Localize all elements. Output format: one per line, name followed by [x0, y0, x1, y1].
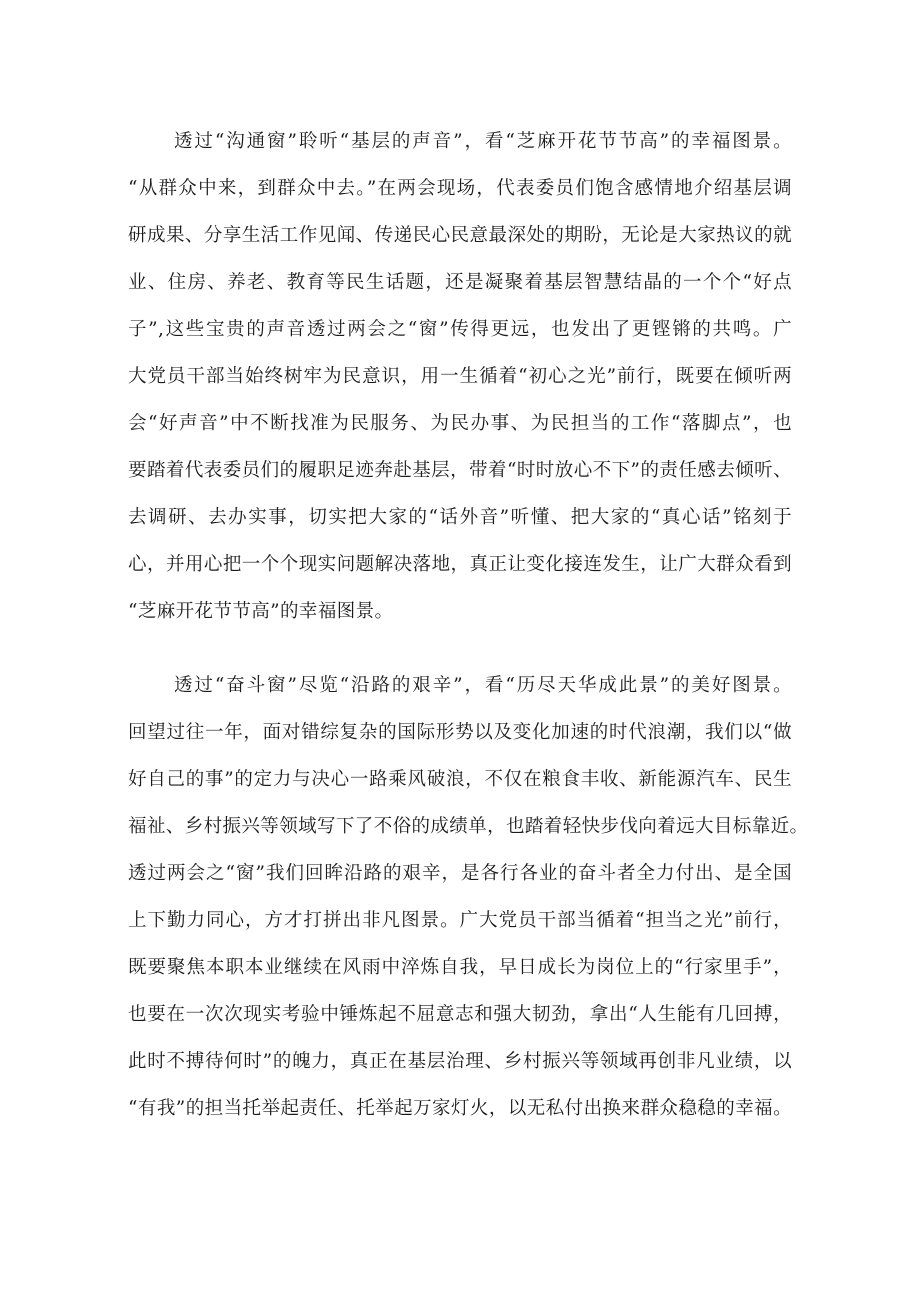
paragraph-communication-window: [128, 118, 792, 635]
paragraph-line: “从群众中来，到群众中去。”在两会现场，代表委员们饱含感情地介绍基层调: [128, 178, 792, 199]
paragraph-line: 既要聚焦本职本业继续在风雨中淬炼自我，早日成长为岗位上的“行家里手”，: [128, 957, 792, 978]
paragraph-line: 透过“奋斗窗”尽览“沿路的艰辛”，看“历尽天华成此景”的美好图景。: [174, 675, 792, 696]
paragraph-line: 子”,这些宝贵的声音透过两会之“窗”传得更远，也发出了更铿锵的共鸣。广: [128, 319, 792, 340]
paragraph-line: 透过“沟通窗”聆听“基层的声音”，看“芝麻开花节节高”的幸福图景。: [174, 131, 792, 152]
paragraph-line: 要踏着代表委员们的履职足迹奔赴基层，带着“时时放心不下”的责任感去倾听、: [128, 460, 792, 481]
paragraph-line: 此时不搏待何时”的魄力，真正在基层治理、乡村振兴等领域再创非凡业绩，以: [128, 1051, 792, 1072]
paragraph-line: 心，并用心把一个个现实问题解决落地，真正让变化接连发生，让广大群众看到: [128, 554, 792, 575]
paragraph-line: 透过两会之“窗”我们回眸沿路的艰辛，是各行各业的奋斗者全力付出、是全国: [128, 863, 792, 884]
paragraph-line: “有我”的担当托举起责任、托举起万家灯火，以无私付出换来群众稳稳的幸福。: [128, 1098, 792, 1119]
paragraph-line: 业、住房、养老、教育等民生话题，还是凝聚着基层智慧结晶的一个个“好点: [128, 272, 792, 293]
paragraph-line: 回望过往一年，面对错综复杂的国际形势以及变化加速的时代浪潮，我们以“做: [128, 722, 792, 743]
paragraph-line: 大党员干部当始终树牢为民意识，用一生循着“初心之光”前行，既要在倾听两: [128, 366, 792, 387]
paragraph-line: 福祉、乡村振兴等领域写下了不俗的成绩单，也踏着轻快步伐向着远大目标靠近。: [128, 816, 809, 837]
paragraph-line: 上下勤力同心，方才打拼出非凡图景。广大党员干部当循着“担当之光”前行，: [128, 910, 792, 931]
paragraph-line: 也要在一次次现实考验中锤炼起不屈意志和强大韧劲，拿出“人生能有几回搏，: [128, 1004, 792, 1025]
paragraph-line: 会“好声音”中不断找准为民服务、为民办事、为民担当的工作“落脚点”，也: [128, 413, 792, 434]
paragraph-struggle-window: [128, 662, 809, 1132]
paragraph-line: 去调研、去办实事，切实把大家的“话外音”听懂、把大家的“真心话”铭刻于: [128, 507, 792, 528]
paragraph-line: 研成果、分享生活工作见闻、传递民心民意最深处的期盼，无论是大家热议的就: [128, 225, 792, 246]
paragraph-line: 好自己的事”的定力与决心一路乘风破浪，不仅在粮食丰收、新能源汽车、民生: [128, 769, 792, 790]
paragraph-line: “芝麻开花节节高”的幸福图景。: [128, 601, 394, 622]
